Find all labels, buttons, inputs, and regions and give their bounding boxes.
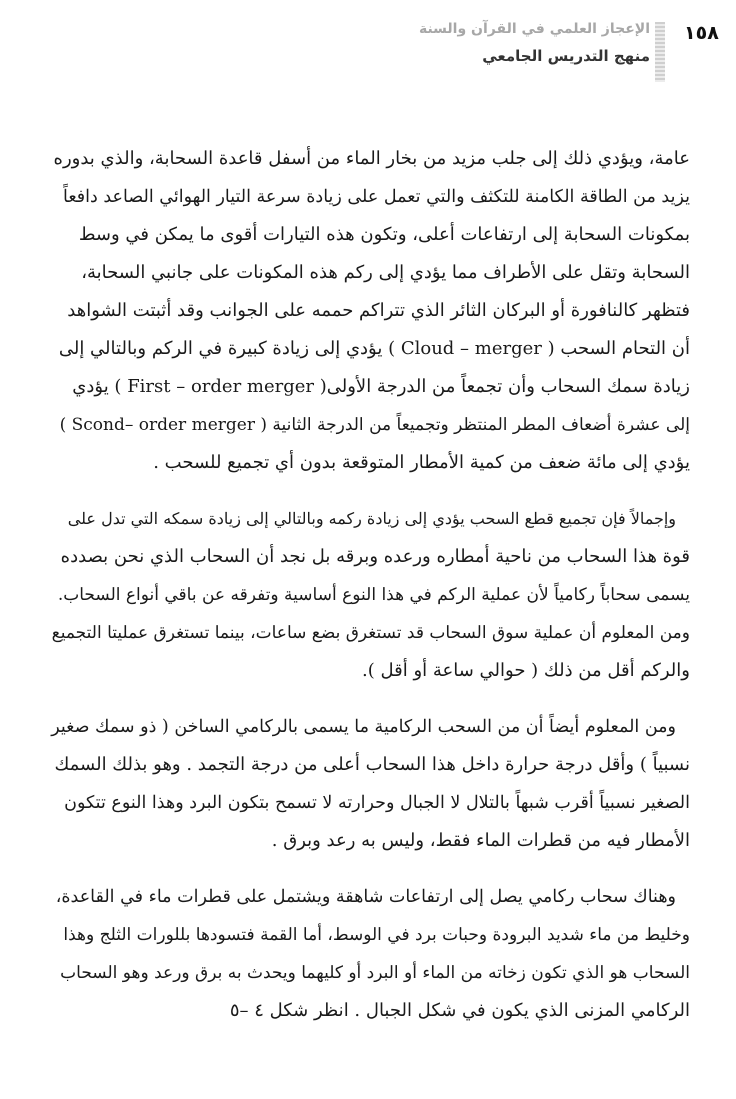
text-line: الصغير نسبياً أقرب شبهاً بالتلال لا الجبال وحرارته لا تسمح بتكون البرد وهذا النوع تتكون bbox=[64, 793, 690, 813]
text-line: وإجمالاً فإن تجميع قطع السحب يؤدي إلى زيادة ركمه وبالتالي إلى زيادة سمكه التي تدل على bbox=[67, 509, 676, 528]
text-line: يؤدي إلى مائة ضعف من كمية الأمطار المتوقعة بدون أي تجميع للسحب . bbox=[153, 452, 690, 473]
paragraph-4 bbox=[50, 878, 690, 1030]
text-line: وخليط من ماء شديد البرودة وحبات برد في الوسط، أما القمة فتسودها بللورات الثلج وهذا bbox=[63, 925, 690, 945]
text-line: السحاب هو الذي تكون زخاته من الماء أو البرد أو كليهما ويحدث به برق ورعد وهو السحاب bbox=[60, 963, 690, 983]
text-line: الركامي المزنى الذي يكون في شكل الجبال . انظر شكل ٤ –٥ bbox=[229, 1000, 690, 1021]
text-line: ومن المعلوم أن عملية سوق السحاب قد تستغرق بضع ساعات، بينما تستغرق عمليتا التجميع bbox=[51, 623, 690, 643]
book-title: الإعجاز العلمي في القرآن والسنة bbox=[418, 21, 650, 37]
chapter-title: منهج التدريس الجامعي bbox=[482, 47, 650, 65]
paragraph-2 bbox=[50, 500, 690, 690]
text-line: إلى عشرة أضعاف المطر المنتظر وتجميعاً من الدرجة الثانية ( Scond– order merger ) bbox=[59, 415, 690, 435]
paragraph-3 bbox=[50, 708, 690, 860]
running-header bbox=[420, 18, 650, 68]
text-line: بمكونات السحابة إلى ارتفاعات أعلى، وتكون هذه التيارات أقوى ما يمكن في وسط bbox=[78, 224, 690, 245]
text-line: ومن المعلوم أيضاً أن من السحب الركامية ما يسمى بالركامي الساخن ( ذو سمك صغير bbox=[51, 717, 676, 737]
text-line: يسمى سحاباً ركامياً لأن عملية الركم في هذا النوع أساسية وتفرقه عن باقي أنواع السحاب. bbox=[57, 585, 690, 605]
text-line: السحابة وتقل على الأطراف مما يؤدي إلى ركم هذه المكونات على جانبي السحابة، bbox=[81, 262, 690, 283]
page-number: ١٥٨ bbox=[684, 22, 719, 44]
text-line: والركم أقل من ذلك ( حوالي ساعة أو أقل ). bbox=[362, 660, 690, 681]
text-line: أن التحام السحب ( Cloud – merger ) يؤدي إلى زيادة كبيرة في الركم وبالتالي إلى bbox=[58, 338, 690, 359]
header-decoration bbox=[655, 22, 665, 82]
text-line: الأمطار فيه من قطرات الماء فقط، وليس به رعد وبرق . bbox=[271, 830, 690, 851]
text-line: عامة، ويؤدي ذلك إلى جلب مزيد من بخار الماء من أسفل قاعدة السحابة، والذي بدوره bbox=[53, 148, 690, 169]
text-line: قوة هذا السحاب من ناحية أمطاره ورعده وبرقه بل نجد أن السحاب الذي نحن بصدده bbox=[60, 546, 690, 567]
text-line: فتظهر كالنافورة أو البركان الثائر الذي تتراكم حممه على الجوانب وقد أثبتت الشواهد bbox=[67, 300, 690, 321]
text-line: وهناك سحاب ركامي يصل إلى ارتفاعات شاهقة ويشتمل على قطرات ماء في القاعدة، bbox=[55, 887, 676, 907]
paragraph-1 bbox=[50, 140, 690, 482]
body-text bbox=[50, 140, 690, 1048]
text-line: زيادة سمك السحاب وأن تجمعاً من الدرجة الأولى( First – order merger ) يؤدي bbox=[72, 376, 690, 397]
text-line: نسبياً ) وأقل درجة حرارة داخل هذا السحاب أعلى من درجة التجمد . وهو بذلك السمك bbox=[54, 754, 690, 775]
text-line: يزيد من الطاقة الكامنة للتكثف والتي تعمل على زيادة سرعة التيار الهوائي الصاعد دافعاً bbox=[63, 187, 690, 207]
